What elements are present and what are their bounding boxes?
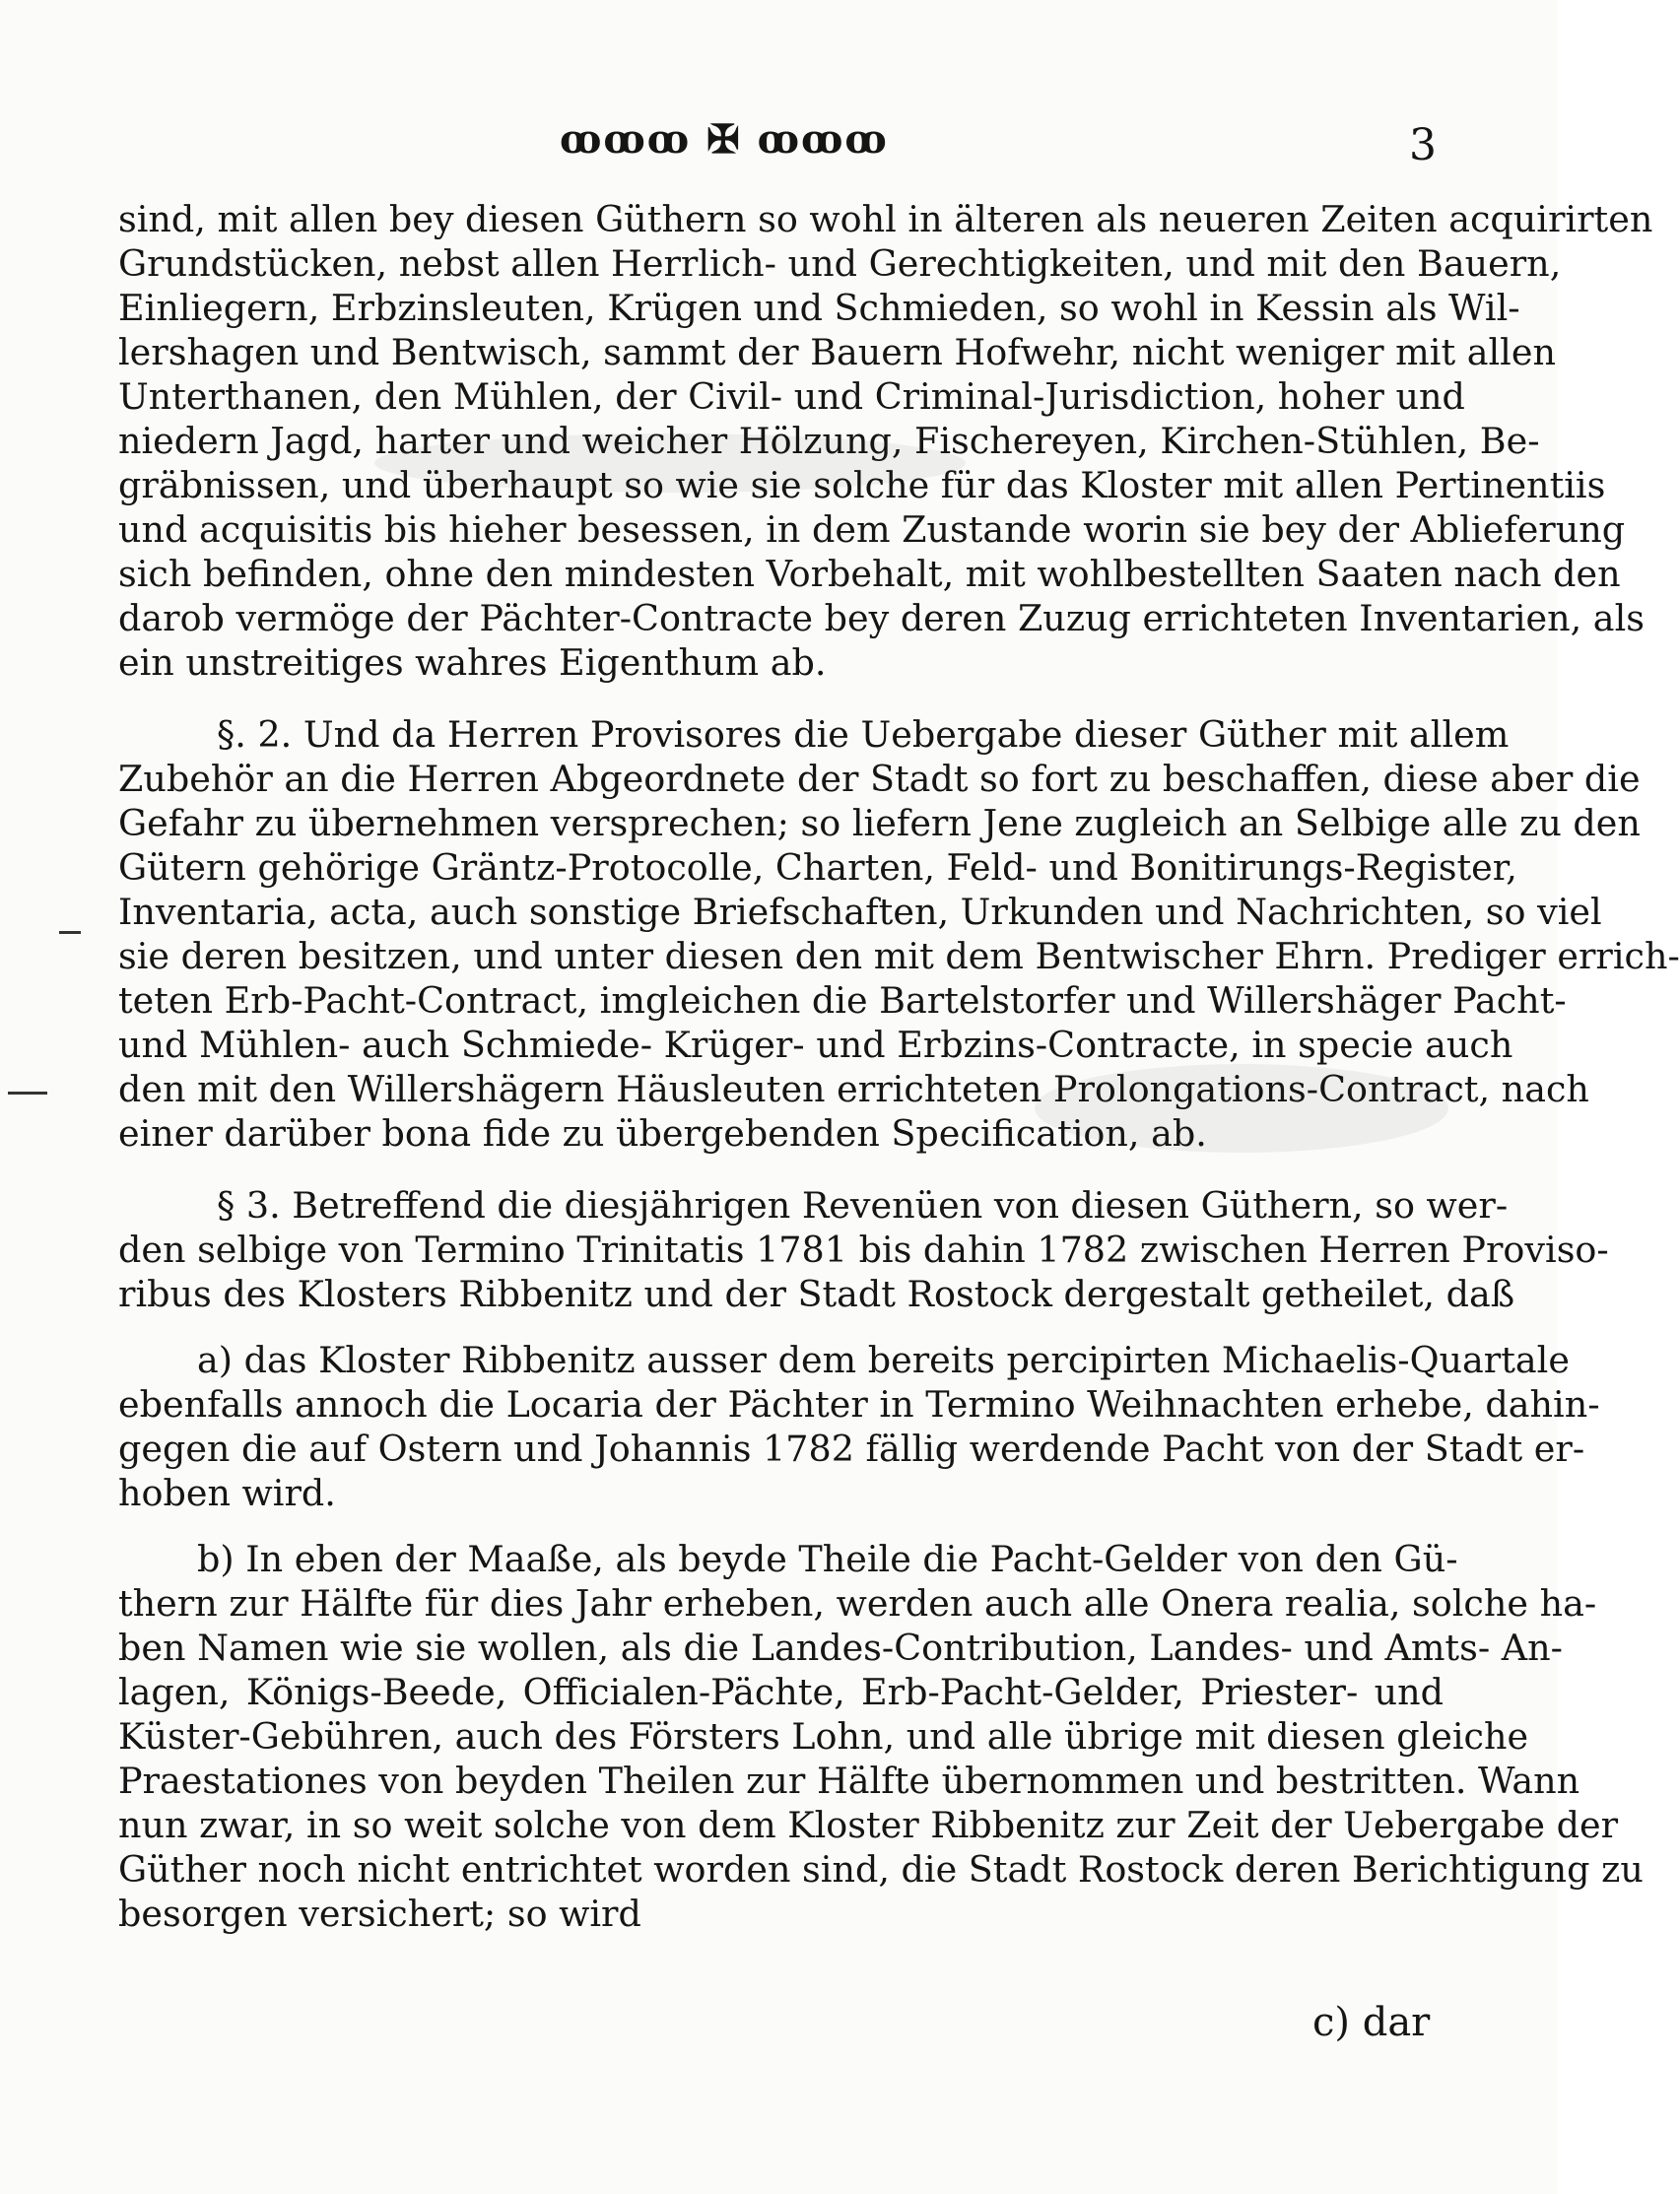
text-line: einer darüber bona fide zu übergebenden Specification, ab. xyxy=(118,1112,1207,1155)
header-ornament: ꝏꝏꝏ ✠ ꝏꝏꝏ xyxy=(560,116,889,163)
text-line: und acquisitis bis hieher besessen, in dem Zustande worin sie bey der Ablieferung xyxy=(118,508,1626,551)
text-line: hoben wird. xyxy=(118,1472,336,1514)
paragraph-1 xyxy=(118,197,1653,685)
text-line: nun zwar, in so weit solche von dem Kloster Ribbenitz zur Zeit der Uebergabe der xyxy=(118,1804,1619,1846)
paragraph-gap xyxy=(118,685,1444,712)
text-line: Küster-Gebühren, auch des Försters Lohn, und alle übrige mit diesen gleiche xyxy=(118,1715,1529,1758)
text-line: teten Erb-Pacht-Contract, imgleichen die Bartelstorfer und Willershäger Pacht- xyxy=(118,979,1567,1022)
paragraph-gap xyxy=(118,1515,1444,1537)
text-line: lershagen und Bentwisch, sammt der Bauern Hofwehr, nicht weniger mit allen xyxy=(118,331,1556,373)
text-line: ein unstreitiges wahres Eigenthum ab. xyxy=(118,641,827,684)
page-header xyxy=(0,116,1557,175)
text-line: sie deren besitzen, und unter diesen den mit dem Bentwischer Ehrn. Prediger errich- xyxy=(118,935,1680,977)
paragraph-section-2 xyxy=(118,712,1680,1156)
text-line: ebenfalls annoch die Locaria der Pächter in Termino Weihnachten erhebe, dahin- xyxy=(118,1383,1600,1426)
text-line: Güther noch nicht entrichtet worden sind, die Stadt Rostock deren Berichtigung zu xyxy=(118,1848,1644,1891)
paragraph-section-3 xyxy=(118,1183,1609,1316)
text-line: Zubehör an die Herren Abgeordnete der Stadt so fort zu beschaffen, diese aber die xyxy=(118,758,1641,800)
text-line: a) das Kloster Ribbenitz ausser dem bereits percipirten Michaelis-Quartale xyxy=(197,1339,1570,1381)
text-line: Grundstücken, nebst allen Herrlich- und Gerechtigkeiten, und mit den Bauern, xyxy=(118,242,1562,285)
text-line: sich befinden, ohne den mindesten Vorbehalt, mit wohlbestellten Saaten nach den xyxy=(118,553,1621,595)
text-line: Gütern gehörige Gräntz-Protocolle, Charten, Feld- und Bonitirungs-Register, xyxy=(118,846,1517,889)
paragraph-gap xyxy=(118,1316,1444,1338)
text-line: und Mühlen- auch Schmiede- Krüger- und Erbzins-Contracte, in specie auch xyxy=(118,1024,1513,1066)
text-line: den mit den Willershägern Häusleuten errichteten Prolongations-Contract, nach xyxy=(118,1068,1589,1110)
text-line: gräbnissen, und überhaupt so wie sie solche für das Kloster mit allen Pertinentiis xyxy=(118,464,1606,506)
text-line: Unterthanen, den Mühlen, der Civil- und Criminal-Jurisdiction, hoher und xyxy=(118,375,1465,418)
text-line: Einliegern, Erbzinsleuten, Krügen und Schmieden, so wohl in Kessin als Wil- xyxy=(118,287,1520,329)
catchword: c) dar xyxy=(1312,2000,1431,2045)
page-number: 3 xyxy=(1409,120,1437,170)
text-line: b) In eben der Maaße, als beyde Theile die Pacht-Gelder von den Gü- xyxy=(197,1538,1458,1580)
text-line: den selbige von Termino Trinitatis 1781 bis dahin 1782 zwischen Herren Proviso- xyxy=(118,1229,1609,1271)
text-line: ben Namen wie sie wollen, als die Landes-Contribution, Landes- und Amts- An- xyxy=(118,1627,1563,1669)
document-body xyxy=(118,197,1680,1936)
paragraph-item-a xyxy=(118,1338,1600,1515)
margin-mark xyxy=(8,1092,47,1095)
text-line: §. 2. Und da Herren Provisores die Uebergabe dieser Güther mit allem xyxy=(217,713,1510,756)
text-line: sind, mit allen bey diesen Güthern so wohl in älteren als neueren Zeiten acquirirten xyxy=(118,198,1653,240)
text-line: § 3. Betreffend die diesjährigen Revenüen von diesen Güthern, so wer- xyxy=(217,1184,1509,1227)
text-line: thern zur Hälfte für dies Jahr erheben, werden auch alle Onera realia, solche ha- xyxy=(118,1582,1597,1625)
text-line: ribus des Klosters Ribbenitz und der Stadt Rostock dergestalt getheilet, daß xyxy=(118,1273,1515,1315)
text-line: Gefahr zu übernehmen versprechen; so liefern Jene zugleich an Selbige alle zu den xyxy=(118,802,1641,844)
text-line: darob vermöge der Pächter-Contracte bey deren Zuzug errichteten Inventarien, als xyxy=(118,597,1645,639)
margin-mark xyxy=(59,931,81,934)
text-line: besorgen versichert; so wird xyxy=(118,1893,641,1935)
text-line: gegen die auf Ostern und Johannis 1782 fällig werdende Pacht von der Stadt er- xyxy=(118,1428,1585,1470)
text-line: Inventaria, acta, auch sonstige Briefschaften, Urkunden und Nachrichten, so viel xyxy=(118,891,1602,933)
paragraph-gap xyxy=(118,1156,1444,1183)
text-line: lagen, Königs-Beede, Officialen-Pächte, Erb-Pacht-Gelder, Priester- und xyxy=(118,1671,1444,1713)
text-line: Praestationes von beyden Theilen zur Hälfte übernommen und bestritten. Wann xyxy=(118,1760,1580,1802)
text-line: niedern Jagd, harter und weicher Hölzung, Fischereyen, Kirchen-Stühlen, Be- xyxy=(118,420,1540,462)
paragraph-item-b xyxy=(118,1537,1644,1936)
